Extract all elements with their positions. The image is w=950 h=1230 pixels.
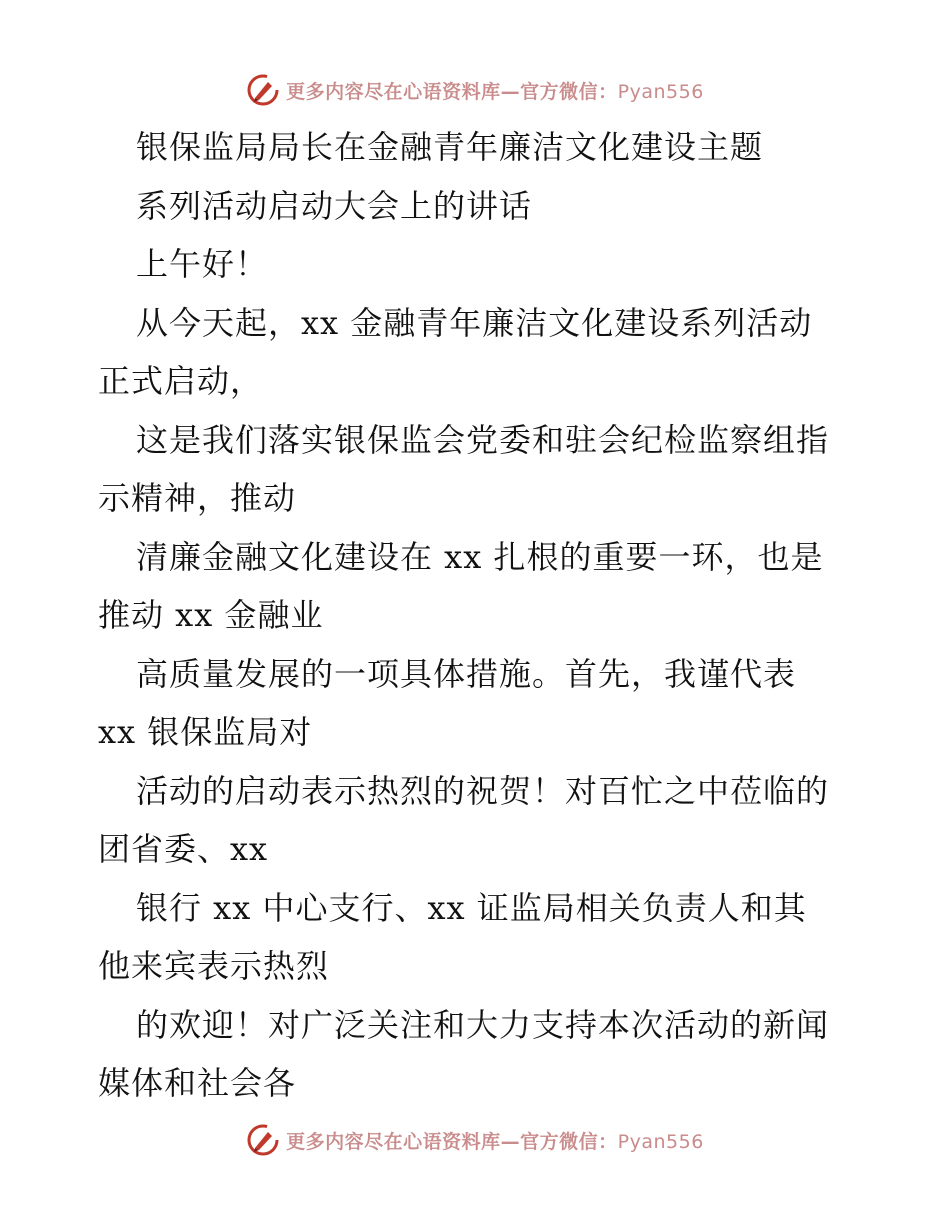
paragraph-line: 这是我们落实银保监会党委和驻会纪检监察组指 [136, 420, 830, 459]
paragraph-line: 示精神，推动 [98, 479, 297, 517]
pen-logo-icon [246, 1123, 280, 1157]
document-body [98, 118, 858, 1113]
title-line-2: 系列活动启动大会上的讲话 [136, 186, 533, 225]
footer-wechat-id: Pyan556 [617, 1130, 704, 1153]
paragraph-line: 团省委、xx [98, 830, 269, 868]
paragraph-line: 银行 xx 中心支行、xx 证监局相关负责人和其 [136, 888, 807, 927]
greeting: 上午好！ [136, 245, 269, 283]
paragraph-line: xx 银保监局对 [98, 713, 313, 751]
paragraph-line: 从今天起，xx 金融青年廉洁文化建设系列活动 [136, 303, 813, 342]
footer-banner [0, 1120, 950, 1160]
paragraph-line: 活动的启动表示热烈的祝贺！对百忙之中莅临的 [136, 771, 830, 810]
header-banner [0, 70, 950, 110]
paragraph-line: 推动 xx 金融业 [98, 596, 324, 634]
title-line-1: 银保监局局长在金融青年廉洁文化建设主题 [136, 128, 764, 166]
paragraph-line: 正式启动， [98, 362, 264, 400]
paragraph-line: 高质量发展的一项具体措施。首先，我谨代表 [136, 654, 797, 693]
paragraph-line: 媒体和社会各 [98, 1064, 297, 1102]
pen-logo-icon [246, 73, 280, 107]
header-wechat-id: Pyan556 [617, 80, 704, 103]
paragraph-line: 他来宾表示热烈 [98, 947, 330, 985]
footer-banner-text: 更多内容尽在心语资料库—官方微信：Pyan556 [286, 1130, 704, 1153]
paragraph-line: 清廉金融文化建设在 xx 扎根的重要一环，也是 [136, 537, 824, 576]
paragraph-line: 的欢迎！对广泛关注和大力支持本次活动的新闻 [136, 1005, 830, 1044]
header-banner-text: 更多内容尽在心语资料库—官方微信：Pyan556 [286, 80, 704, 103]
